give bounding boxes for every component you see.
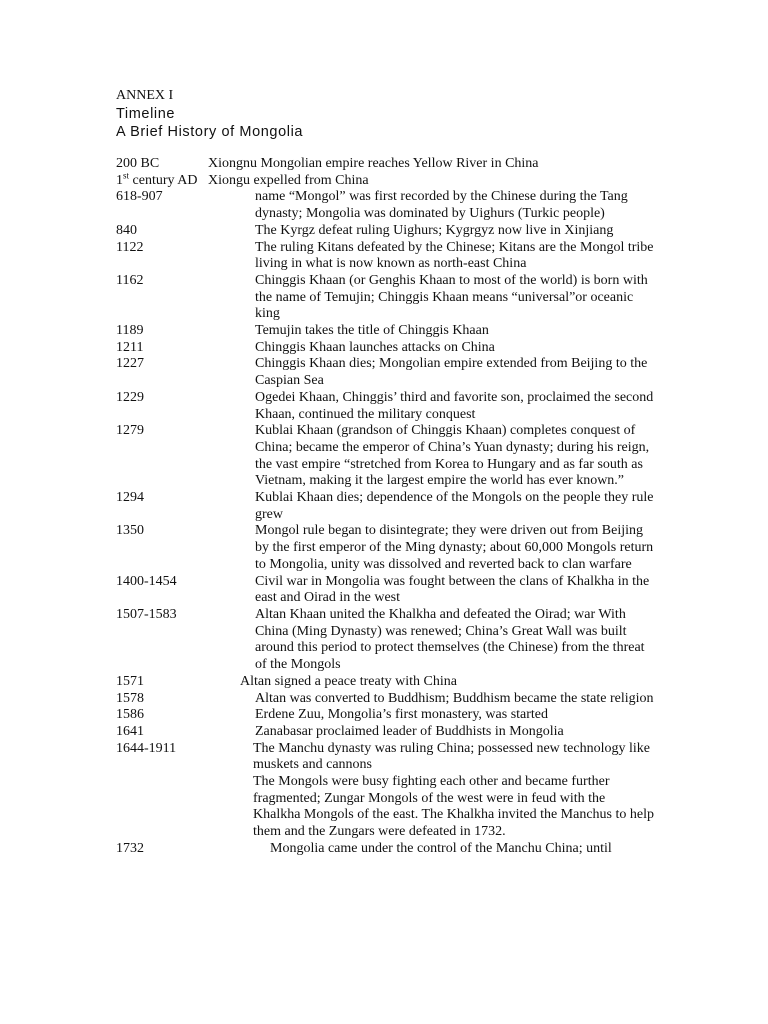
timeline-date: 1229 [116, 389, 144, 405]
timeline-row [116, 523, 656, 573]
timeline-description: Chinggis Khaan (or Genghis Khaan to most of the world) is born with the name of Temujin; Chinggis Khaan means “universal”or oceanic king [255, 272, 648, 322]
timeline-row [116, 223, 656, 240]
timeline-date: 1189 [116, 323, 144, 339]
timeline-row [116, 607, 656, 674]
timeline-description: Xiongnu Mongolian empire reaches Yellow River in China [208, 156, 539, 171]
timeline-date: 840 [116, 222, 137, 238]
timeline-description: Erdene Zuu, Mongolia’s first monastery, was started [255, 707, 549, 723]
timeline-row [116, 156, 656, 173]
timeline-description: Temujin takes the title of Chinggis Khaan [255, 323, 489, 339]
timeline-row [116, 340, 656, 357]
timeline-description: The ruling Kitans defeated by the Chinese; Kitans are the Mongol tribe living in what is now known as north-east China [255, 239, 654, 272]
timeline-date: 1641 [116, 723, 144, 739]
timeline-date: 1732 [116, 840, 144, 856]
timeline-list [116, 156, 656, 858]
timeline-date: 1586 [116, 707, 144, 723]
timeline-row [116, 774, 656, 841]
timeline-row [116, 707, 656, 724]
timeline-date: 618-907 [116, 189, 163, 205]
timeline-row [116, 240, 656, 273]
timeline-row [116, 490, 656, 523]
date-suffix: century AD [129, 172, 198, 188]
timeline-date: 1644-1911 [116, 740, 177, 756]
timeline-description: Zanabasar proclaimed leader of Buddhists in Mongolia [255, 723, 564, 739]
timeline-row [116, 189, 656, 222]
timeline-row [116, 691, 656, 708]
timeline-row [116, 741, 656, 774]
timeline-date: 1162 [116, 272, 144, 288]
page-subtitle: A Brief History of Mongolia [116, 124, 304, 140]
timeline-description: The Kyrgz defeat ruling Uighurs; Kygrgyz now live in Xinjiang [255, 222, 614, 238]
timeline-row [116, 390, 656, 423]
timeline-description: Chinggis Khaan dies; Mongolian empire extended from Beijing to the Caspian Sea [255, 356, 648, 389]
timeline-date: 1400-1454 [116, 573, 177, 589]
timeline-row [116, 423, 656, 490]
annex-label: ANNEX I [116, 88, 174, 103]
timeline-description: Mongolia came under the control of the Manchu China; until [270, 840, 612, 856]
timeline-date: 200 BC [116, 156, 160, 171]
timeline-description: Ogedei Khaan, Chinggis’ third and favorite son, proclaimed the second Khaan, continued the military conquest [255, 389, 654, 422]
timeline-date: 1122 [116, 239, 144, 255]
timeline-date: 1279 [116, 423, 144, 439]
timeline-row [116, 574, 656, 607]
timeline-date: 1507-1583 [116, 606, 177, 622]
timeline-description: Mongol rule began to disintegrate; they were driven out from Beijing by the first emperor of the Ming dynasty; about 60,000 Mongols return to Mongolia, unity was dissolved and reverted back to clan warfare [255, 523, 654, 572]
date-number: 1 [116, 172, 123, 188]
timeline-description: The Mongols were busy fighting each other and became further fragmented; Zungar Mongols of the west were in feud with the Khalkha Mongols of the east. The Khalkha invited the Manchus to help them and the Zungars were defeated in 1732. [253, 774, 654, 840]
timeline-row [116, 841, 656, 858]
timeline-description: Kublai Khaan dies; dependence of the Mongols on the people they rule grew [255, 490, 654, 522]
timeline-description: Altan was converted to Buddhism; Buddhism became the state religion [255, 690, 654, 706]
timeline-row [116, 273, 656, 323]
timeline-description: name “Mongol” was first recorded by the Chinese during the Tang dynasty; Mongolia was dominated by Uighurs (Turkic people) [255, 189, 628, 222]
timeline-date: 1578 [116, 690, 144, 706]
timeline-date: 1350 [116, 523, 144, 539]
date-ordinal: st [123, 170, 130, 181]
timeline-date [116, 170, 198, 190]
timeline-description: Chinggis Khaan launches attacks on China [255, 339, 495, 355]
timeline-date: 1227 [116, 356, 144, 372]
timeline-row [116, 724, 656, 741]
timeline-row [116, 170, 656, 190]
timeline-date: 1211 [116, 339, 144, 355]
timeline-row [116, 323, 656, 340]
timeline-description: The Manchu dynasty was ruling China; possessed new technology like muskets and cannons [253, 740, 650, 773]
timeline-date: 1294 [116, 490, 144, 506]
timeline-row [116, 674, 656, 691]
timeline-description: Kublai Khaan (grandson of Chinggis Khaan) completes conquest of China; became the emperor of China’s Yuan dynasty; during his reign, the vast empire “stretched from Korea to Hungary and as far south as Vietnam, making it the largest empire the world has ever known.” [255, 423, 650, 489]
page-title: Timeline [116, 106, 176, 122]
timeline-description: Altan signed a peace treaty with China [240, 673, 457, 689]
timeline-description: Xiongu expelled from China [208, 172, 369, 188]
timeline-description: Civil war in Mongolia was fought between the clans of Khalkha in the east and Oirad in the west [255, 573, 650, 606]
timeline-row [116, 356, 656, 389]
timeline-date: 1571 [116, 673, 144, 689]
timeline-description: Altan Khaan united the Khalkha and defeated the Oirad; war With China (Ming Dynasty) was renewed; China’s Great Wall was built around this period to protect themselves (the Chinese) from the threat of the Mongols [255, 606, 645, 673]
